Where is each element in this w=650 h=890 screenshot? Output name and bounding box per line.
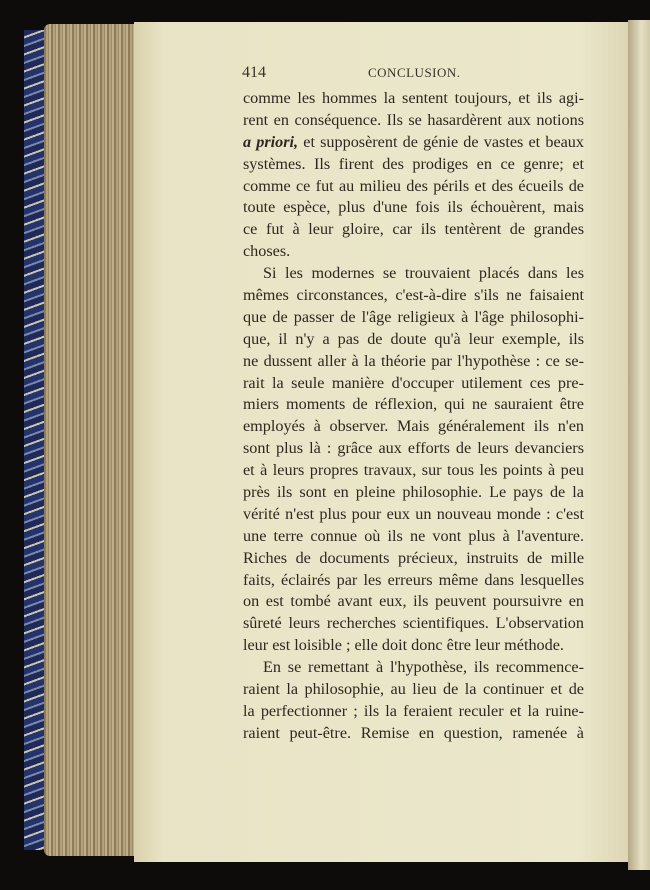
page-edges: [44, 24, 138, 856]
text-line: que de passer de l'âge religieux à l'âge philosophi-: [243, 307, 584, 326]
text-line: raient la philosophie, au lieu de la continuer et de: [243, 680, 584, 699]
text-line: sont plus là : grâce aux efforts de leurs devanciers: [243, 439, 584, 458]
text-line: on est tombé avant eux, ils peuvent poursuivre en: [243, 592, 584, 611]
text-line: raient peut-être. Remise en question, ramenée à: [243, 723, 584, 742]
text-line: la perfectionner ; ils la feraient reculer et la ruine-: [243, 701, 584, 720]
text-line: [243, 132, 584, 154]
text-line: comme ce fut au milieu des périls et des écueils de: [243, 176, 584, 195]
text-line: Si les modernes se trouvaient placés dans les: [263, 264, 584, 283]
text-line: sûreté leurs recherches scientifiques. L'observation: [243, 614, 584, 633]
text-line: choses.: [243, 242, 291, 261]
text-line: ce fut à leur gloire, car ils tentèrent de grandes: [243, 220, 584, 239]
line-text: et supposèrent de génie de vastes et beaux: [298, 132, 584, 151]
italic-phrase: a priori,: [243, 132, 299, 151]
running-title: CONCLUSION.: [368, 65, 461, 80]
text-line: systèmes. Ils firent des prodiges en ce genre; et: [243, 154, 584, 173]
page-header: [242, 64, 584, 84]
text-line: employés à observer. Mais généralement ils n'en: [243, 417, 584, 436]
text-line: ne dussent aller à la théorie par l'hypothèse : ce se-: [243, 351, 584, 370]
text-line: mêmes circonstances, c'est-à-dire s'ils ne faisaient: [243, 286, 584, 305]
text-line: et à leurs propres travaux, sur tous les points à peu: [243, 461, 584, 480]
page-body-text: [243, 88, 584, 745]
text-line: comme les hommes la sentent toujours, et ils agi-: [243, 89, 584, 107]
text-line: rent en conséquence. Ils se hasardèrent aux notions: [243, 110, 584, 129]
text-line: En se remettant à l'hypothèse, ils recommence-: [263, 658, 584, 677]
text-line: une terre connue où ils ne vont plus à l'aventure.: [243, 526, 584, 545]
page-number: 414: [242, 64, 266, 81]
text-line: près ils sont en pleine philosophie. Le pays de la: [243, 483, 584, 502]
text-line: leur est loisible ; elle doit donc être leur méthode.: [243, 636, 564, 655]
text-line: que, il n'y a pas de doute qu'à leur exemple, ils: [243, 329, 584, 348]
text-line: Riches de documents précieux, instruits de mille: [243, 548, 584, 567]
adjacent-page-edge: [628, 20, 650, 870]
text-line: toute espèce, plus d'une fois ils échouèrent, mais: [243, 198, 584, 217]
text-line: vérité n'est plus pour eux un nouveau monde : c'est: [243, 504, 584, 523]
text-line: miers moments de réflexion, qui ne sauraient être: [243, 395, 584, 414]
text-line: rait la seule manière d'occuper utilement ces pre-: [243, 373, 584, 392]
text-line: faits, éclairés par les erreurs même dans lesquelles: [243, 570, 584, 589]
